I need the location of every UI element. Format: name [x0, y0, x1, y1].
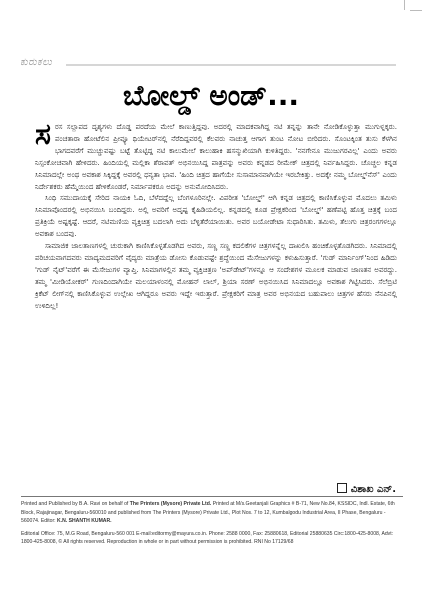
- imprint-company: The Printers (Mysore) Private Ltd.: [129, 501, 212, 507]
- square-bullet-icon: [337, 483, 347, 493]
- imprint-text: Printed and Published by B.A. Ravi on behalf of: [21, 501, 130, 507]
- paragraph-1-text: ರಸ ಸಲ್ಲಾಪದ ದೃಶ್ಯಗಳು ದೊಡ್ಡ ಪರದೆಯ ಮೇಲೆ ಕಾಣುತ್ತಿದ್ದವು. ಅದರಲ್ಲಿ ಮಾದಕವಾಗಿದ್ದ ನಟಿ ತನ್ನನ್ನು ತಾನೇ ನೋಡಿಕೊಳ್ಳುತ್ತಾ ಮುಗುಳ್ನಕ್ಕರು. ಪಂಚತಾರಾ ಹೋಟೆಲಿನ ಪ್ರೀವ್ಯೂ ಥಿಯೇಟರ್‌ನಲ್ಲಿ ನೆರೆದಿದ್ದವರಲ್ಲಿ ಕೆಲವರು ನಾಚುತ್ತ ಆಗಾಗ ತುಂಟ ನೋಟ ಬೀರಿದರು. ಸೊಂಟಕ್ಕಿಂತ ತುಸು ಕೆಳಗಿನ ಭಾಗದವರೆಗೆ ಮುಚ್ಚುವಷ್ಟು ಬಟ್ಟೆ ತೊಟ್ಟಿದ್ದ ನಟಿ ಕಾಲುಮೇಲೆ ಕಾಲುಹಾಕಿ ಹಸನ್ಮುಖಿಯಾಗಿ ಕುಳಿತಿದ್ದರು. 'ನನಗೇನೂ ಮುಜುಗರವಿಲ್ಲ' ಎಂದು ಅವರು ನಿಸ್ಸಂಕೋಚವಾಗಿ ಹೇಳಿದರು. ಹಿಂದಿಯಲ್ಲಿ ಮಲ್ಲಿಕಾ ಶೆರಾವತ್ ಅಭಿನಯಿಸಿದ್ದ ಪಾತ್ರವನ್ನು ಅವರು ಕನ್ನಡದ ರೀಮೇಕ್ ಚಿತ್ರದಲ್ಲಿ ನಿರ್ವಹಿಸಿದ್ದರು. ಚೊಚ್ಚಲ ಕನ್ನಡ ಸಿನಿಮಾದಲ್ಲೇ ಅಂಥ ಅವಕಾಶ ಸಿಕ್ಕಿದ್ದಕ್ಕೆ ಅವರಲ್ಲಿ ಧನ್ಯತಾ ಭಾವ. 'ಹಿಂದಿ ಚಿತ್ರದ ಹಾಗೆಯೇ ಸುಸಾಮಾನವಾಗಿಯೇ ಇರಬೇಕಿತ್ತು. ಅದಕ್ಕೇ ನಮ್ಮ ಬೋಲ್ಡ್‌ನೆಸ್' ಎಂದು ನಿರ್ದೇಶಕರು ಹೆಮ್ಮೆಯಿಂದ ಹೇಳಿಕೊಂಡರೆ, ನಿರ್ಮಾಪಕರೂ ಅದನ್ನು ಅನುಮೋದಿಸಿದರು.: [35, 122, 397, 191]
- headline: ಬೋಲ್ಡ್ ಅಂಡ್...: [123, 79, 299, 112]
- byline: [337, 483, 396, 495]
- drop-cap: ಸ: [35, 117, 51, 152]
- section-header: [0, 57, 422, 75]
- imprint-text-2: Printed at M/s.Geetanjali Graphics # B-71, New No.84, KSSIDC, Indl. Estate, 6th Block, Rajajinagar, Bengaluru-560010 and published from The Printers (Mysore) Private Ltd., Plot Nos. 7 to 12, Kumbalgodu Industrial Area, II Phase, Bengaluru - 560074. Editor:: [21, 501, 395, 525]
- article-paragraph-1: [35, 117, 397, 192]
- imprint-editorial-office: Editorial Office: 75, M.G Road, Bengaluru-560 001 E-mail:editormy@mayura.co.in. Phone: 2588 0000, Fax: 25880618, Editorial 25880635 Circ:1800-425-8008, Advt: 1800-425-8008, © All rights reserved. Reproduction in whole or in part without permission is prohibited. RNI No 17129/68: [21, 530, 394, 546]
- imprint-publishing: [21, 500, 401, 526]
- imprint-editor: K.N. SHANTH KUMAR.: [56, 518, 112, 525]
- byline-author: ವಿಶಾಖ ಎನ್.: [350, 484, 396, 495]
- imprint: [21, 500, 401, 547]
- section-label: ಕುರುಕಲು: [20, 57, 53, 68]
- crop-mark-right: [410, 10, 422, 11]
- imprint-divider: [21, 496, 403, 497]
- article-paragraph-3: ಸಾಮಾಜಿಕ ಜಾಲತಾಣಗಳಲ್ಲಿ ಚುರುಕಾಗಿ ಕಾಣಿಸಿಕೊಳ್ಳತೊಡಗಿದ ಅವರು, ಸಣ್ಣ ಸಣ್ಣ ಕದಲಿಕೆಗಳ ಚಿತ್ರಗಳನ್ನೆಲ್ಲ ದಾಖಲಿಸಿ ಹಂಚಿಕೊಳ್ಳತೊಡಗಿದರು. ಸಿನಿಮಾದಲ್ಲಿ ಪರಿಚಯವಾಗದವರು ಮಾದ್ಯಮದವರಿಗೆ ವೈದ್ಯರು ಮಾತ್ರೆಯ ಡೋಸು ಕೊಡುವಷ್ಟೇ ಶ್ರದ್ಧೆಯಿಂದ ಮೆಸೇಜುಗಳನ್ನು ಕಳುಹಿಸುತ್ತಾರೆ. 'ಗುಡ್ ಮಾರ್ನಿಂಗ್'ನಿಂದ ಹಿಡಿದು 'ಗುಡ್ ನೈಟ್'ವರೆಗೆ ಈ ಮೆಸೇಜುಗಳ ವ್ಯಾಪ್ತಿ. ಸಿನಿಮಾಗಳಲ್ಲಿನ ತಮ್ಮ ವ್ಯಕ್ತಿಚಿತ್ರಣ 'ಅಪ್‌ಡೇಟ್'ಗಳನ್ನೂ ಆ ಸಂದೇಶಗಳ ಮೂಲಕ ಮಾಡುವ ಜಾಣತನ ಅವರದ್ದು. ತಮ್ಮ 'ಮೀಡಿಯೋಕರ್' ಗುಣದಿಂದಾಗಿಯೇ ಮಲಯಾಳಂನಲ್ಲಿ ಮೋಹನ್ ಲಾಲ್, ಶ್ರಿಯಾ ಸರಣ್ ಅಭಿನಯಿಸಿದ ಸಿನಿಮಾದಲ್ಲೂ ಅವಕಾಶ ಗಿಟ್ಟಿಸಿದರು. ಸೆಲೆಬ್ರಿಟಿ ಕ್ರಿಕೆಟ್ ಲೀಗ್‌ನಲ್ಲಿ ಕಾಣಿಸಿಕೊಳ್ಳುವ ಉಲ್ಲೇಖ ಆಗಿದ್ದರೂ ಅವರು ಇದ್ದೇ ಇರುತ್ತಾರೆ. ಪ್ರೇಕ್ಷಕರಿಗೆ ಮಾತ್ರ ಅವರ ಅಭಿನಯದ ಬಹುಪಾಲು ಚಿತ್ರಗಳ ಹೆಸರು ನೆನಪಿನಲ್ಲಿ ಉಳಿದಿಲ್ಲ!: [35, 241, 397, 310]
- section-rule: [66, 64, 396, 66]
- crop-mark-top: [404, 0, 405, 10]
- article-body: [35, 117, 397, 312]
- article-paragraph-2: ಸಿಂಧಿ ಸಮುದಾಯಕ್ಕೆ ಸೇರಿದ ನಾಯಕಿ ಓದಿ, ಬೆಳೆದದ್ದೆಲ್ಲ ಬೆಂಗಳೂರಿನಲ್ಲೇ. ವಿಪರೀತ 'ಬೋಲ್ಡ್' ಆಗಿ ಕನ್ನಡ ಚಿತ್ರದಲ್ಲಿ ಕಾಣಿಸಿಕೊಳ್ಳುವ ಮೊದಲು ತಮಿಳು ಸಿನಿಮಾವೊಂದರಲ್ಲಿ ಅಭಿನಯಿಸಿ ಬಂದಿದ್ದರು. ಅಲ್ಲಿ ಅವರಿಗೆ ಅದೃಷ್ಟ ಕೈಹಿಡಿಯಲಿಲ್ಲ. ಕನ್ನಡದಲ್ಲಿ ಕೂಡ ಪ್ರೇಕ್ಷಕರಿಂದ 'ಬೋಲ್ಡ್' ಹಣೆಪಟ್ಟಿ ಹೊತ್ತ ಚಿತ್ರಕ್ಕೆ ಬಂದ ಪ್ರತಿಕ್ರಿಯೆ ಅಷ್ಟಕ್ಕಷ್ಟೆ. ಆದರೆ, ನಟಿಮಣಿಯ ವ್ಯಕ್ತಿಚಿತ್ರ ಬದಲಾಗಿ ಅದು ಬೆಳ್ಳಿತೆರೆಯಾಯಿತು. ಅವರ ಬಯೋಡೇಟಾ ಸುಧಾರಿಸಿತು. ತಮಿಳು, ತೆಲುಗು ಚಿತ್ರರಂಗಗಳಲ್ಲೂ ಅವಕಾಶ ಬಂದವು.: [35, 193, 397, 239]
